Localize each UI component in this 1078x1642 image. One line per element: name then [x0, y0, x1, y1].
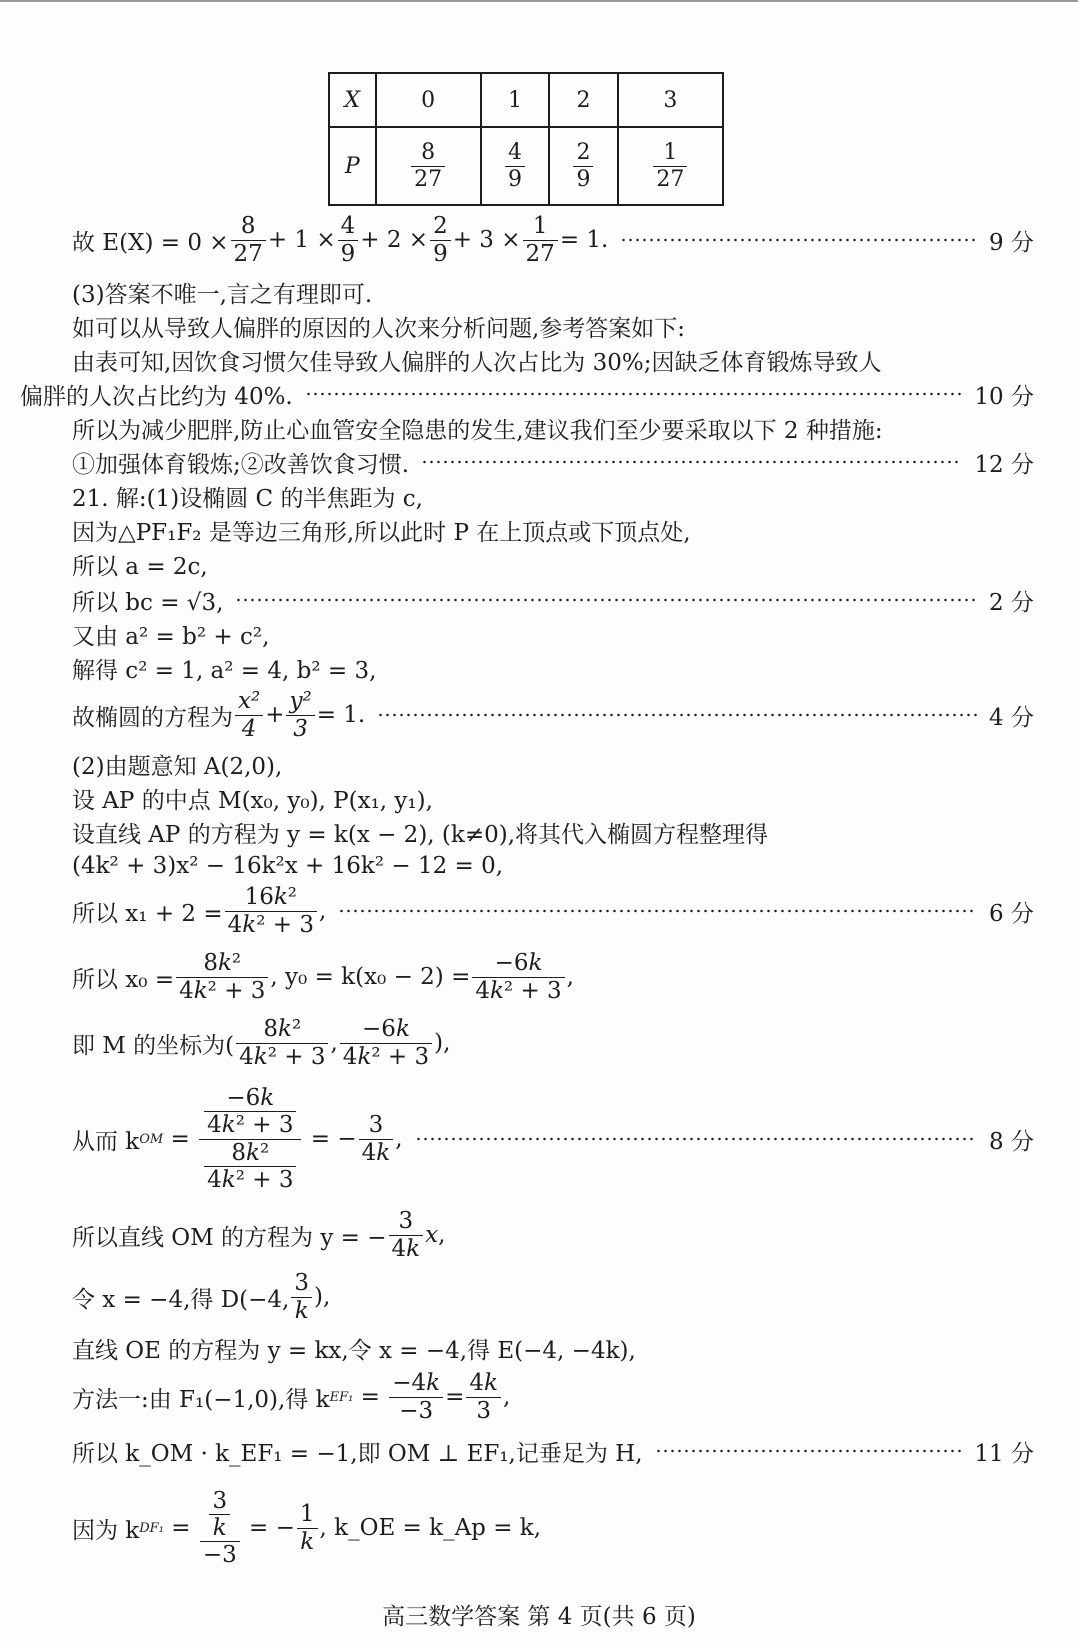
- text-line: (3)答案不唯一,言之有理即可.: [72, 281, 373, 308]
- table-row-label: P: [329, 127, 376, 205]
- text-line: 解得 c² = 1, a² = 4, b² = 3,: [72, 657, 377, 684]
- text-line: 由表可知,因饮食习惯欠佳导致人偏胖的人次占比为 30%;因缺乏体育锻炼导致人: [72, 349, 882, 376]
- text-line: 直线 OE 的方程为 y = kx,令 x = −4,得 E(−4, −4k),: [72, 1337, 636, 1364]
- leader-dots: [377, 712, 977, 718]
- leader-dots: [338, 908, 977, 914]
- score-label: 11 分: [974, 1440, 1034, 1467]
- leader-dots: [305, 391, 963, 397]
- score-label: 10 分: [974, 383, 1034, 410]
- text-line: 又由 a² = b² + c²,: [72, 623, 270, 650]
- k-om-line: 从而 k OM = $\frac{\frac{-6k}{\text{4k² + 3}}}{\frac{\text{8k²}}{\text{4k² + 3}}}$ = − $\frac{3}{4k}$ , 8 分: [72, 1085, 1034, 1193]
- om-equation-line: 所以直线 OM 的方程为 y = − $\frac{3}{4k}$ x ,: [72, 1208, 446, 1262]
- text-line: 所以为减少肥胖,防止心血管安全隐患的发生,建议我们至少要采取以下 2 种措施:: [72, 417, 883, 444]
- text-line: (4k² + 3)x² − 16k²x + 16k² − 12 = 0,: [72, 853, 504, 879]
- perpendicular-line: 所以 k_OM · k_EF₁ = −1,即 OM ⊥ EF₁,记垂足为 H, 11 分: [72, 1434, 1034, 1468]
- leader-dots: [235, 597, 977, 603]
- table-cell: $\frac{4}{9}$: [481, 127, 549, 205]
- m-coordinate-line: 即 M 的坐标为( $\frac{\text{8k²}}{\text{4k² + 3}}$ , $\frac{-6k}{\text{4k² + 3}}$ ),: [72, 1016, 451, 1070]
- text-line: ①加强体育锻炼;②改善饮食习惯. 12 分: [72, 446, 1034, 478]
- text-line: 因为△PF₁F₂ 是等边三角形,所以此时 P 在上顶点或下顶点处,: [72, 519, 691, 546]
- table-header-cell: X: [329, 73, 376, 127]
- score-label: 4 分: [989, 704, 1034, 731]
- table-cell: $\frac{2}{9}$: [549, 127, 617, 205]
- ellipse-equation-line: 故椭圆的方程为 $\frac{\text{x²}}{4}$ + $\frac{\text{y²}}{3}$ = 1. 4 分: [72, 688, 1034, 742]
- score-label: 2 分: [989, 589, 1034, 616]
- score-label: 6 分: [989, 900, 1034, 927]
- score-label: 9 分: [989, 229, 1034, 256]
- score-label: 12 分: [974, 451, 1034, 478]
- leader-dots: [421, 459, 962, 465]
- x1-sum-line: 所以 x₁ + 2 = $\frac{\text{16k²}}{\text{4k² + 3}}$ , 6 分: [72, 884, 1034, 938]
- leader-dots: [655, 1448, 963, 1454]
- text-line: 如可以从导致人偏胖的原因的人次来分析问题,参考答案如下:: [72, 315, 686, 342]
- midpoint-line: 所以 x₀ = $\frac{\text{8k²}}{\text{4k² + 3}}$ , y₀ = k(x₀ − 2) = $\frac{-6k}{\text{4k² + 3}}$ ,: [72, 950, 574, 1004]
- text-line: 设直线 AP 的方程为 y = k(x − 2), (k≠0),将其代入椭圆方程整理得: [72, 821, 769, 848]
- page-footer: 高三数学答案 第 4 页(共 6 页): [382, 1604, 696, 1630]
- table-cell: $\frac{1}{27}$: [618, 127, 723, 205]
- text-line: 所以 a = 2c,: [72, 553, 208, 580]
- table-header-cell: 3: [618, 73, 723, 127]
- table-header-cell: 2: [549, 73, 617, 127]
- text-line: 偏胖的人次占比约为 40%. 10 分: [20, 378, 1034, 410]
- score-label: 8 分: [989, 1128, 1034, 1155]
- table-row: [329, 73, 723, 127]
- text-line: 设 AP 的中点 M(x₀, y₀), P(x₁, y₁),: [72, 787, 433, 814]
- table-row: [329, 127, 723, 205]
- leader-dots: [620, 237, 977, 243]
- top-border: [0, 0, 1078, 2]
- distribution-table: [328, 72, 724, 206]
- table-header-cell: 1: [481, 73, 549, 127]
- k-df1-line: 因为 k DF₁ = $\frac{\frac{3}{k}}{-3}$ = − $\frac{1}{k}$ , k_OE = k_Ap = k,: [72, 1487, 542, 1569]
- question-21-heading: 21. 解:(1)设椭圆 C 的半焦距为 c,: [72, 485, 423, 512]
- table-cell: $\frac{8}{27}$: [376, 127, 481, 205]
- method-one-line: 方法一:由 F₁(−1,0),得 k EF₁ = $\frac{-4k}{-3}$ = $\frac{4k}{3}$ ,: [72, 1370, 511, 1424]
- text-line: (2)由题意知 A(2,0),: [72, 753, 283, 780]
- text-line: 所以 bc = √3, 2 分: [72, 583, 1034, 617]
- leader-dots: [415, 1136, 978, 1142]
- table-header-cell: 0: [376, 73, 481, 127]
- point-d-line: 令 x = −4,得 D(−4, $\frac{3}{k}$ ),: [72, 1270, 331, 1324]
- expectation-line: 故 E(X) = 0 × $\frac{8}{27}$ + 1 × $\frac{4}{9}$ + 2 × $\frac{2}{9}$ + 3 × $\frac{1}{27}$ = 1. 9 分: [72, 213, 1034, 267]
